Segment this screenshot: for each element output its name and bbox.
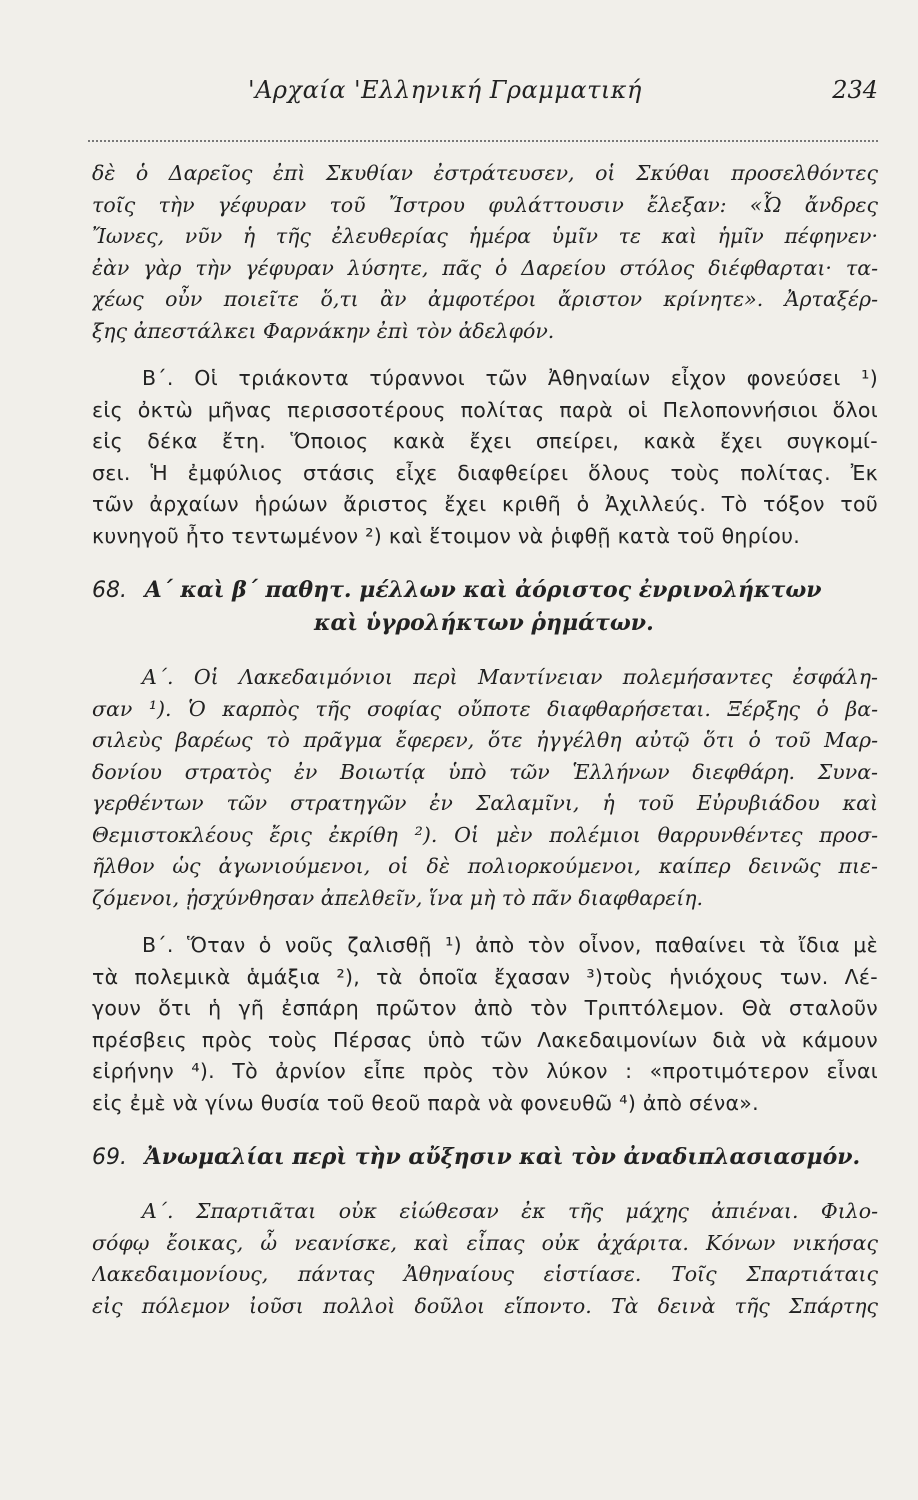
text-line: Λακεδαιμονίους, πάντας Ἀθηναίους εἱστίασε. Τοῖς Σπαρτιάταις xyxy=(92,1262,878,1286)
text-line: εἰς πόλεμον ἰοῦσι πολλοὶ δοῦλοι εἵποντο. Τὰ δεινὰ τῆς Σπάρτης xyxy=(92,1293,878,1318)
text-line: ἐὰν γὰρ τὴν γέφυραν λύσητε, πᾶς ὁ Δαρείου στόλος διέφθαρται· τα- xyxy=(92,255,878,280)
text-line: σαν ¹). Ὁ καρπὸς τῆς σοφίας οὔποτε διαφθαρήσεται. Ξέρξης ὁ βα- xyxy=(92,696,878,721)
text-line: σιλεὺς βαρέως τὸ πρᾶγμα ἔφερεν, ὅτε ἠγγέλθη αὐτῷ ὅτι ὁ τοῦ Μαρ- xyxy=(92,728,878,752)
heading-text-line2: καὶ ὑγρολήκτων ῥημάτων. xyxy=(314,610,654,636)
text-line: Α΄. Οἱ Λακεδαιμόνιοι περὶ Μαντίνειαν πολεμήσαντες ἐσφάλη- xyxy=(142,665,878,689)
text-line: τοῖς τὴν γέφυραν τοῦ Ἴστρου φυλάττουσιν ἔλεξαν: «Ὦ ἄνδρες xyxy=(92,192,878,217)
text-line: ξης ἀπεστάλκει Φαρνάκην ἐπὶ τὸν ἀδελφόν. xyxy=(92,318,555,343)
text-line: ζόμενοι, ᾐσχύνθησαν ἀπελθεῖν, ἵνα μὴ τὸ πᾶν διαφθαρείη. xyxy=(92,885,704,910)
heading-text: Α΄ καὶ β΄ παθητ. μέλλων καὶ ἀόριστος ἐνρινολήκτων xyxy=(144,577,822,603)
text-line: Ἴωνες, νῦν ἡ τῆς ἐλευθερίας ἡμέρα ὑμῖν τε καὶ ἡμῖν πέφηνεν· xyxy=(92,224,878,248)
text-line: εἰς ὀκτὼ μῆνας περισσοτέρους πολίτας παρὰ οἱ Πελοποννήσιοι ὅλοι xyxy=(92,397,878,422)
running-header xyxy=(88,76,878,116)
text-line: εἰς δέκα ἔτη. Ὅποιος κακὰ ἔχει σπείρει, κακὰ ἔχει συγκομί- xyxy=(92,429,878,453)
text-line: τῶν ἀρχαίων ἡρώων ἄριστος ἔχει κριθῆ ὁ Ἀχιλλεύς. Τὸ τόξον τοῦ xyxy=(92,492,878,516)
header-title: 'Αρχαία 'Ελληνική Γραμματική xyxy=(248,76,642,104)
exercise-a-section-69 xyxy=(92,1196,878,1322)
text-line: πρέσβεις πρὸς τοὺς Πέρσας ὑπὸ τῶν Λακεδαιμονίων διὰ νὰ κάμουν xyxy=(92,1027,878,1052)
exercise-b-section-68 xyxy=(92,930,878,1119)
exercise-a-section-68 xyxy=(92,662,878,914)
text-line: σόφῳ ἔοικας, ὦ νεανίσκε, καὶ εἶπας οὐκ ἀχάριτα. Κόνων νικήσας xyxy=(92,1230,878,1255)
text-line: τὰ πολεμικὰ ἁμάξια ²), τὰ ὁποῖα ἔχασαν ³)τοὺς ἡνιόχους των. Λέ- xyxy=(92,964,878,989)
section-heading-68 xyxy=(92,574,878,640)
text-line: δονίου στρατὸς ἐν Βοιωτίᾳ ὑπὸ τῶν Ἑλλήνων διεφθάρη. Συνα- xyxy=(92,759,878,784)
text-line: χέως οὖν ποιεῖτε ὅ,τι ἂν ἀμφοτέροι ἄριστον κρίνητε». Ἀρταξέρ- xyxy=(92,287,878,311)
exercise-b-section-67 xyxy=(92,363,878,552)
text-line: ῆλθον ὡς ἀγωνιούμενοι, οἱ δὲ πολιορκούμενοι, καίπερ δεινῶς πιε- xyxy=(92,854,878,878)
text-line: Α΄. Σπαρτιᾶται οὐκ εἰώθεσαν ἐκ τῆς μάχης ἀπιέναι. Φιλο- xyxy=(142,1199,878,1223)
header-divider xyxy=(88,140,878,142)
section-number: 68. xyxy=(92,578,127,603)
section-number: 69. xyxy=(92,1145,127,1170)
text-line: γουν ὅτι ἡ γῆ ἐσπάρη πρῶτον ἀπὸ τὸν Τριπτόλεμον. Θὰ σταλοῦν xyxy=(92,996,878,1020)
text-line: εἰς ἐμὲ νὰ γίνω θυσία τοῦ θεοῦ παρὰ νὰ φονευθῶ ⁴) ἀπὸ σένα». xyxy=(92,1090,759,1115)
text-line: δὲ ὁ Δαρεῖος ἐπὶ Σκυθίαν ἐστράτευσεν, οἱ Σκύθαι προσελθόντες xyxy=(92,161,878,185)
text-line: γερθέντων τῶν στρατηγῶν ἐν Σαλαμῖνι, ἡ τοῦ Εὐρυβιάδου καὶ xyxy=(92,791,878,815)
text-line: Β΄. Ὅταν ὁ νοῦς ζαλισθῇ ¹) ἀπὸ τὸν οἶνον, παθαίνει τὰ ἴδια μὲ xyxy=(142,933,878,957)
heading-text: Ἀνωμαλίαι περὶ τὴν αὔξησιν καὶ τὸν ἀναδιπλασιασμόν. xyxy=(144,1144,861,1170)
text-line: Β΄. Οἱ τριάκοντα τύραννοι τῶν Ἀθηναίων εἶχον φονεύσει ¹) xyxy=(142,366,878,390)
text-line: Θεμιστοκλέους ἔρις ἐκρίθη ²). Οἱ μὲν πολέμιοι θαρρυνθέντες προσ- xyxy=(92,822,878,847)
page-number: 234 xyxy=(832,76,878,104)
text-line: σει. Ἡ ἐμφύλιος στάσις εἶχε διαφθείρει ὅλους τοὺς πολίτας. Ἐκ xyxy=(92,460,878,485)
page-body xyxy=(92,158,878,1322)
text-line: κυνηγοῦ ἦτο τεντωμένον ²) καὶ ἕτοιμον νὰ ῥιφθῇ κατὰ τοῦ θηρίου. xyxy=(92,523,801,548)
text-line: εἰρήνην ⁴). Τὸ ἀρνίον εἶπε πρὸς τὸν λύκον : «προτιμότερον εἶναι xyxy=(92,1059,878,1083)
passage-intro xyxy=(92,158,878,347)
section-heading-69 xyxy=(92,1141,878,1174)
